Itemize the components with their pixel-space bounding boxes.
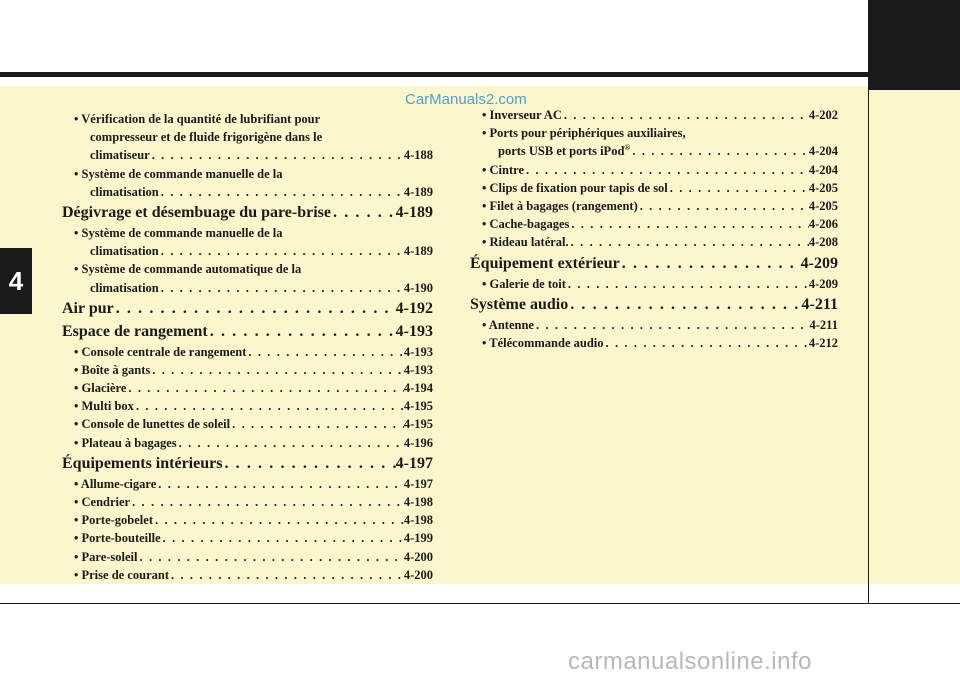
toc-entry-line: • Système de commande automatique de la — [74, 262, 302, 277]
leader-dots — [246, 343, 403, 361]
toc-entry-label: • Console centrale de rangement — [74, 344, 247, 359]
watermark-top: CarManuals2.com — [405, 91, 527, 108]
leader-dots — [230, 415, 404, 433]
toc-entry[interactable] — [470, 316, 838, 334]
toc-entry-commande-auto[interactable] — [62, 279, 433, 297]
toc-entry-label: • Pare-soleil — [74, 549, 138, 564]
leader-dots — [134, 397, 404, 415]
toc-page-number: 4-195 — [403, 399, 433, 414]
toc-heading-label: Équipements intérieurs — [62, 454, 223, 472]
toc-entry-line: compresseur et de fluide frigorigène dans le — [90, 130, 323, 145]
toc-entry[interactable] — [62, 493, 433, 511]
toc-page-number: 4-205 — [808, 180, 838, 195]
toc-entry-label: • Console de lunettes de soleil — [74, 417, 231, 432]
toc-page-number: 4-199 — [403, 531, 433, 546]
toc-entry-commande-manuelle[interactable] — [62, 242, 433, 260]
leader-dots — [169, 566, 404, 584]
toc-entry-label: • Filet à bagages (rangement) — [482, 198, 638, 213]
toc-page-number: 4-211 — [809, 317, 838, 332]
toc-entry-line: • Système de commande manuelle de la — [74, 225, 283, 240]
toc-entry[interactable] — [62, 434, 433, 452]
toc-page-number: 4-211 — [801, 295, 838, 313]
toc-entry[interactable] — [470, 215, 838, 233]
toc-heading-audio[interactable] — [470, 293, 838, 316]
toc-page-number: 4-198 — [403, 513, 433, 528]
toc-page-number: 4-202 — [808, 108, 838, 122]
toc-page-number: 4-204 — [808, 144, 838, 159]
toc-entry-label: • Rideau latéral. — [482, 235, 569, 250]
toc-page-number: 4-196 — [403, 435, 433, 450]
toc-heading-exterieur[interactable] — [470, 252, 838, 275]
toc-page-number: 4-193 — [403, 344, 433, 359]
toc-entry-label — [498, 142, 630, 160]
leader-dots — [208, 320, 396, 343]
bottom-rule — [0, 603, 960, 604]
toc-page-number: 4-189 — [403, 184, 433, 199]
toc-heading-label: Dégivrage et désembuage du pare-brise — [62, 203, 331, 221]
toc-entry-label: • Porte-gobelet — [74, 513, 153, 528]
toc-entry[interactable] — [62, 511, 433, 529]
leader-dots — [568, 293, 801, 316]
leader-dots — [569, 233, 809, 251]
leader-dots — [153, 511, 404, 529]
toc-entry-label: • Télécommande audio — [482, 335, 604, 350]
toc-entry-line: • Vérification de la quantité de lubrifiant pour — [74, 112, 321, 126]
toc-entry[interactable] — [470, 197, 838, 215]
toc-page-number: 4-188 — [403, 148, 433, 163]
leader-dots — [159, 279, 404, 297]
toc-entry[interactable] — [470, 334, 838, 352]
leader-dots — [534, 316, 810, 334]
toc-entry-text: ports USB et ports iPod — [498, 144, 625, 159]
toc-page-number: 4-190 — [403, 280, 433, 295]
toc-entry-label: • Multi box — [74, 399, 134, 414]
leader-dots — [569, 215, 808, 233]
leader-dots — [566, 275, 809, 293]
toc-page-number: 4-205 — [808, 198, 838, 213]
toc-page-number: 4-189 — [403, 244, 433, 259]
toc-entry-label: climatiseur — [90, 148, 150, 163]
toc-entry[interactable] — [62, 475, 433, 493]
toc-entry[interactable] — [62, 379, 433, 397]
toc-page-number: 4-197 — [403, 476, 433, 491]
toc-page-number: 4-193 — [395, 322, 433, 340]
leader-dots — [620, 252, 801, 275]
leader-dots — [130, 493, 404, 511]
toc-entry-label: climatisation — [90, 184, 159, 199]
toc-page-number: 4-195 — [403, 417, 433, 432]
toc-entry[interactable] — [470, 161, 838, 179]
toc-heading-degivrage[interactable] — [62, 201, 433, 224]
leader-dots — [638, 197, 809, 215]
leader-dots — [524, 161, 809, 179]
leader-dots — [161, 529, 404, 547]
toc-entry-label: • Cintre — [482, 162, 524, 177]
toc-page-number: 4-192 — [395, 299, 433, 317]
toc-page-number: 4-193 — [403, 362, 433, 377]
toc-entry-label: climatisation — [90, 280, 159, 295]
leader-dots — [150, 146, 404, 164]
toc-entry-label: • Allume-cigare — [74, 476, 157, 491]
leader-dots — [114, 297, 396, 320]
toc-page-number: 4-209 — [800, 254, 838, 272]
toc-page-number: 4-204 — [808, 162, 838, 177]
toc-page-number: 4-212 — [808, 335, 838, 350]
toc-entry-line: • Ports pour périphériques auxiliaires, — [482, 126, 686, 141]
toc-entry-label: • Antenne — [482, 317, 534, 332]
leader-dots — [222, 452, 395, 475]
leader-dots — [138, 548, 404, 566]
toc-heading-rangement[interactable] — [62, 320, 433, 343]
leader-dots — [159, 242, 404, 260]
toc-entry-label: • Galerie de toit — [482, 276, 566, 291]
leader-dots — [331, 201, 396, 224]
leader-dots — [177, 434, 404, 452]
toc-page-number: 4-197 — [395, 454, 433, 472]
toc-entry-ports[interactable] — [470, 142, 838, 160]
registered-mark: ® — [624, 143, 631, 153]
toc-page-number: 4-194 — [403, 381, 433, 396]
chapter-tab[interactable]: 4 — [0, 248, 32, 314]
toc-entry-label: • Boîte à gants — [74, 362, 151, 377]
toc-page-number: 4-200 — [403, 549, 433, 564]
toc-page-number: 4-208 — [808, 235, 838, 250]
leader-dots — [156, 475, 404, 493]
toc-heading-label: Air pur — [62, 299, 114, 317]
corner-block — [869, 0, 960, 90]
watermark-bottom: carmanualsonline.info — [568, 648, 812, 675]
toc-entry[interactable] — [62, 415, 433, 433]
top-rule — [0, 72, 868, 77]
leader-dots — [604, 334, 809, 352]
toc-heading-air-pur[interactable] — [62, 297, 433, 320]
toc-page-number: 4-206 — [808, 217, 838, 232]
toc-page-number: 4-198 — [403, 495, 433, 509]
toc-left-column — [62, 110, 433, 584]
toc-entry-label: • Plateau à bagages — [74, 435, 177, 450]
side-margin-panel — [869, 90, 960, 584]
toc-entry[interactable] — [470, 179, 838, 197]
toc-heading-label: Espace de rangement — [62, 322, 208, 340]
leader-dots — [668, 179, 809, 197]
toc-entry-label: • Cendrier — [74, 495, 131, 509]
toc-heading-interieurs[interactable] — [62, 452, 433, 475]
toc-right-column — [470, 106, 838, 352]
toc-entry-lubrifiant[interactable] — [62, 146, 433, 164]
toc-entry-label: • Inverseur AC — [482, 108, 562, 122]
toc-entry-line: • Système de commande manuelle de la — [74, 166, 283, 181]
toc-entry[interactable] — [62, 397, 433, 415]
toc-heading-label: Système audio — [470, 295, 569, 313]
leader-dots — [126, 379, 403, 397]
toc-entry-label: • Prise de courant — [74, 567, 169, 582]
toc-entry[interactable] — [62, 343, 433, 361]
toc-entry-label: • Glacière — [74, 381, 127, 396]
toc-entry[interactable] — [470, 275, 838, 293]
toc-entry-label: • Cache-bagages — [482, 217, 570, 232]
toc-entry-inverseur[interactable] — [470, 106, 838, 124]
toc-page-number: 4-189 — [395, 203, 433, 221]
toc-entry-label: • Porte-bouteille — [74, 531, 161, 546]
toc-entry[interactable] — [62, 548, 433, 566]
leader-dots — [159, 183, 404, 201]
toc-page-number: 4-209 — [808, 276, 838, 291]
leader-dots — [562, 106, 809, 124]
toc-entry[interactable] — [62, 566, 433, 584]
toc-page-number: 4-200 — [403, 567, 433, 582]
toc-entry[interactable] — [62, 361, 433, 379]
toc-entry-label: • Clips de fixation pour tapis de sol — [482, 180, 668, 195]
toc-entry[interactable] — [62, 529, 433, 547]
toc-entry-label: climatisation — [90, 244, 159, 259]
toc-entry[interactable] — [470, 233, 838, 251]
toc-heading-label: Équipement extérieur — [470, 254, 620, 272]
leader-dots — [630, 142, 808, 160]
leader-dots — [150, 361, 404, 379]
toc-entry-commande-manuelle[interactable] — [62, 183, 433, 201]
